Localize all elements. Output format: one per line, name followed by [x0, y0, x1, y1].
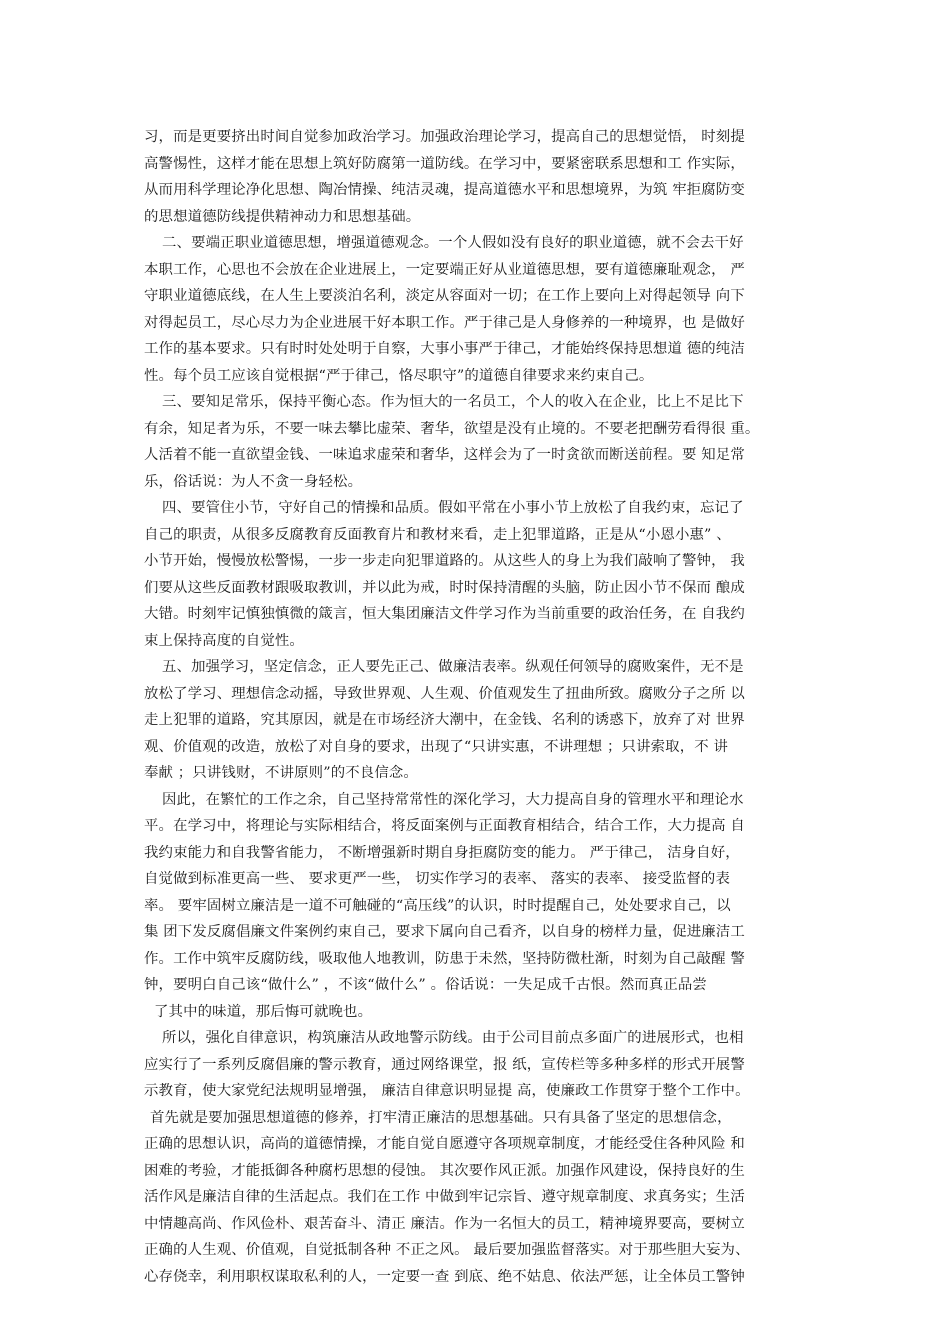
text-line: 有余，知足者为乐，不要一味去攀比虚荣、奢华，欲望是没有止境的。不要老把酬劳看得很 重。 [144, 420, 760, 437]
text-line: 束上保持高度的自觉性。 [144, 632, 304, 649]
text-line: 从而用科学理论净化思想、陶冶情操、纯洁灵魂，提高道德水平和思想境界，为筑 牢拒腐防变 [144, 182, 745, 198]
text-line: 观、价值观的改造，放松了对自身的要求，出现了“只讲实惠，不讲理想 ；只讲索取，不 讲 [144, 738, 729, 755]
paragraph-start-line: 二、要端正职业道德思想，增强道德观念。一个人假如没有良好的职业道德，就不会去干好 [162, 235, 744, 251]
paragraph-start-line: 三、要知足常乐，保持平衡心态。作为恒大的一名员工，个人的收入在企业，比上不足比下 [162, 394, 744, 410]
paragraph-start-line: 四、要管住小节，守好自己的情操和品质。假如平常在小事小节上放松了自我约束，忘记了 [162, 500, 744, 516]
paragraph-start-line: 首先就是要加强思想道德的修养，打牢清正廉洁的思想基础。只有具备了坚定的思想信念， [150, 1109, 732, 1126]
text-line: 了其中的味道，那后悔可就晚也。 [154, 1003, 373, 1020]
text-line: 工作的基本要求。只有时时处处明于自察，大事小事严于律己，才能始终保持思想道 德的纯洁 [144, 341, 745, 357]
text-line: 中情趣高尚、作风俭朴、艰苦奋斗、清正 廉洁。作为一名恒大的员工，精神境界要高，要树立 [144, 1215, 745, 1232]
text-line: 率。 要牢固树立廉洁是一道不可触碰的“高压线”的认识，时时提醒自己，处处要求自己，以 [144, 897, 731, 914]
text-line: 心存侥幸，利用职权谋取私利的人，一定要一查 到底、绝不姑息、依法严惩，让全体员工警钟 [144, 1268, 745, 1285]
text-line: 习，而是更要挤出时间自觉参加政治学习。加强政治理论学习，提高自己的思想觉悟， 时刻提 [144, 129, 745, 145]
text-line: 正确的思想认识，高尚的道德情操，才能自觉自愿遵守各项规章制度，才能经受住各种风险 和 [144, 1136, 745, 1152]
text-line: 自己的职责，从很多反腐教育反面教育片和教材来看，走上犯罪道路，正是从“小恩小惠” 、 [144, 526, 731, 543]
paragraph-start-line: 所以，强化自律意识，构筑廉洁从政地警示防线。由于公司目前点多面广的进展形式，也相 [162, 1030, 744, 1046]
text-line: 性。每个员工应该自觉根据“严于律己，恪尽职守”的道德自律要求来约束自己。 [144, 367, 654, 384]
text-line: 的思想道德防线提供精神动力和思想基础。 [144, 208, 421, 225]
text-line: 走上犯罪的道路，究其原因，就是在市场经济大潮中，在金钱、名利的诱惑下，放弃了对 世界 [144, 712, 745, 728]
text-line: 高警惕性，这样才能在思想上筑好防腐第一道防线。在学习中，要紧密联系思想和工 作实际， [144, 155, 745, 172]
text-line: 奉献 ；只讲钱财，不讲原则”的不良信念。 [144, 765, 418, 781]
text-line: 我约束能力和自我警省能力， 不断增强新时期自身拒腐防变的能力。 严于律己， 洁身自好， [144, 844, 740, 861]
text-line: 集 团下发反腐倡廉文件案例约束自己，要求下属向自己看齐，以自身的榜样力量，促进廉洁工 [144, 924, 745, 940]
text-line: 们要从这些反面教材跟吸取教训，并以此为戒，时时保持清醒的头脑，防止因小节不保而 酿成 [144, 579, 745, 596]
document-body [144, 124, 810, 1290]
text-line: 人活着不能一直欲望金钱、一味追求虚荣和奢华，这样会为了一时贪欲而断送前程。要 知足常 [144, 447, 745, 463]
text-line: 平。在学习中，将理论与实际相结合，将反面案例与正面教育相结合，结合工作，大力提高 自 [144, 818, 745, 834]
text-line: 守职业道德底线，在人生上要淡泊名利，淡定从容面对一切；在工作上要向上对得起领导 向下 [144, 288, 745, 304]
text-line: 大错。时刻牢记慎独慎微的箴言，恒大集团廉洁文件学习作为当前重要的政治任务，在 自我约 [144, 606, 745, 622]
text-line: 应实行了一系列反腐倡廉的警示教育，通过网络课堂，报 纸，宣传栏等多种多样的形式开展警 [144, 1056, 745, 1073]
text-line: 示教育，使大家党纪法规明显增强， 廉洁自律意识明显提 高，使廉政工作贯穿于整个工作中。 [144, 1083, 750, 1099]
text-line: 活作风是廉洁自律的生活起点。我们在工作 中做到牢记宗旨、遵守规章制度、求真务实；生活 [144, 1189, 745, 1205]
text-line: 钟，要明白自己该“做什么” ，不该“做什么” 。俗话说：一失足成千古恨。然而真正品尝 [144, 977, 707, 993]
paragraph-start-line: 五、加强学习，坚定信念，正人要先正己、做廉洁表率。纵观任何领导的腐败案件，无不是 [162, 659, 744, 675]
text-line: 自觉做到标准更高一些、 要求更严一些， 切实作学习的表率、 落实的表率、 接受监督的表 [144, 871, 730, 887]
text-line: 对得起员工，尽心尽力为企业进展干好本职工作。严于律己是人身修养的一种境界，也 是做好 [144, 314, 745, 331]
text-line: 正确的人生观、价值观，自觉抵制各种 不正之风。 最后要加强监督落实。对于那些胆大妄为、 [144, 1242, 750, 1258]
text-line: 放松了学习、理想信念动摇，导致世界观、人生观、价值观发生了扭曲所致。腐败分子之所 以 [144, 685, 745, 702]
text-line: 作。工作中筑牢反腐防线，吸取他人地教训，防患于未然，坚持防微杜渐，时刻为自己敲醒 警 [144, 950, 745, 967]
text-line: 小节开始，慢慢放松警惕，一步一步走向犯罪道路的。从这些人的身上为我们敲响了警钟， 我 [144, 553, 745, 569]
paragraph-start-line: 因此，在繁忙的工作之余，自己坚持常常性的深化学习，大力提高自身的管理水平和理论水 [162, 791, 744, 808]
text-line: 困难的考验，才能抵御各种腐朽思想的侵蚀。 其次要作风正派。加强作风建设，保持良好的生 [144, 1162, 745, 1179]
text-line: 乐，俗话说：为人不贪一身轻松。 [144, 473, 363, 490]
text-line: 本职工作，心思也不会放在企业进展上，一定要端正好从业道德思想，要有道德廉耻观念， 严 [144, 261, 745, 278]
